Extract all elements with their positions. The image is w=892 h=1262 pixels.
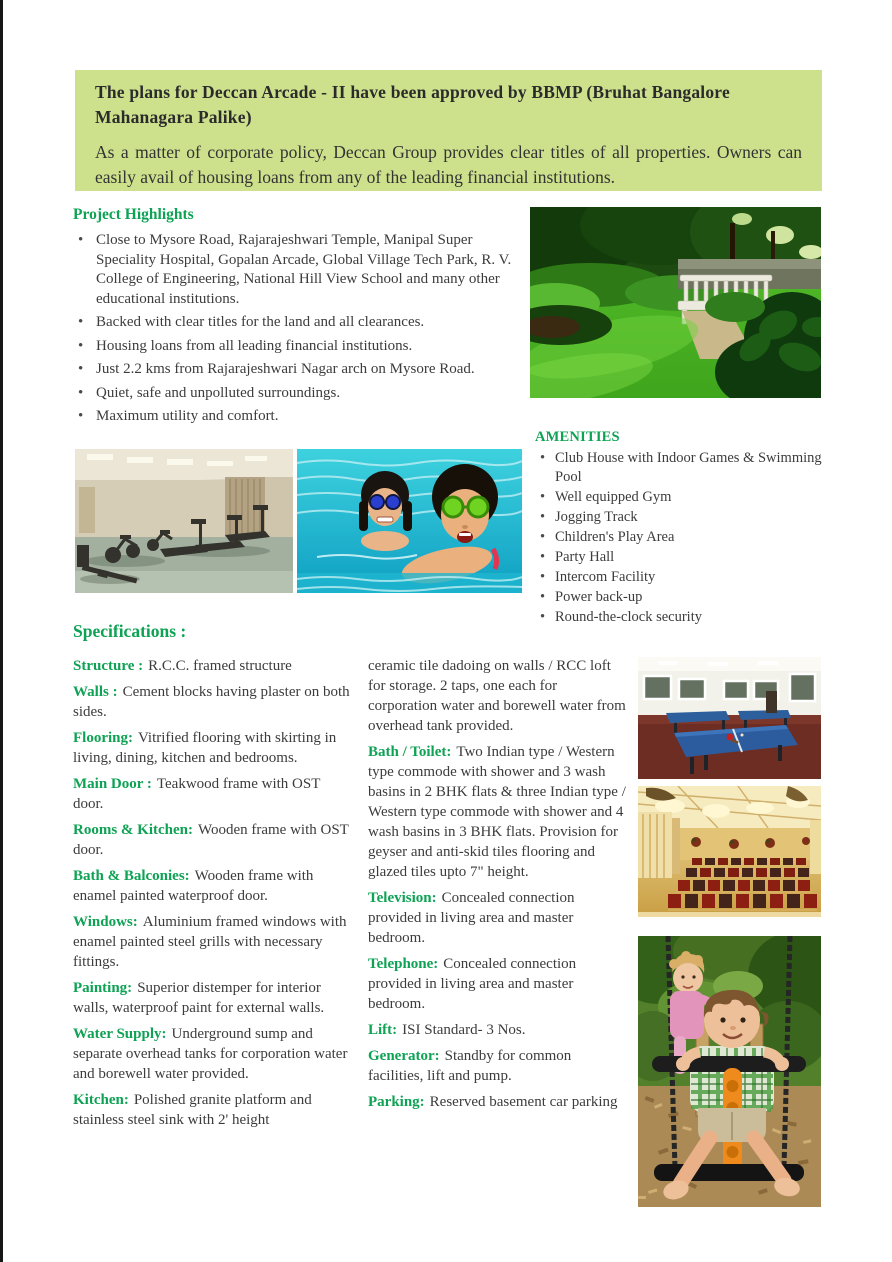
spec-label: Bath / Toilet: — [368, 744, 452, 760]
spec-text: ceramic tile dadoing on walls / RCC loft for storage. 2 taps, one each for corporation water and borewell water from overhead tank provided. — [368, 658, 626, 734]
party-hall-photo — [638, 786, 821, 917]
highlight-item: • Just 2.2 kms from Rajarajeshwari Nagar arch on Mysore Road. — [73, 360, 525, 380]
specifications-left-column — [73, 656, 353, 1136]
spec-label: Television: — [368, 890, 437, 906]
spec-kitchen-continued — [368, 656, 626, 736]
spec-walls — [73, 682, 353, 722]
spec-water-supply — [73, 1024, 353, 1084]
amenities-section — [535, 429, 825, 628]
spec-structure — [73, 656, 353, 676]
spec-text: Reserved basement car parking — [429, 1094, 618, 1110]
spec-label: Telephone: — [368, 956, 439, 972]
project-highlights-heading: Project Highlights — [73, 206, 194, 223]
spec-television — [368, 888, 626, 948]
spec-text: Underground sump and separate overhead tanks for corporation water and borewell water provided. — [73, 1026, 348, 1082]
spec-label: Water Supply: — [73, 1026, 167, 1042]
spec-bath-toilet — [368, 742, 626, 882]
highlight-item: • Close to Mysore Road, Rajarajeshwari Temple, Manipal Super Speciality Hospital, Gopalan Arcade, Global Village Tech Park, R. V. College of Engineering, National Hill View School and many other educational institutions. — [73, 231, 525, 309]
highlight-item: • Housing loans from all leading financial institutions. — [73, 337, 525, 357]
amenity-item: • Children's Play Area — [535, 528, 825, 547]
spec-rooms-kitchen — [73, 820, 353, 860]
specifications-right-column — [368, 656, 626, 1118]
amenities-list — [535, 449, 825, 627]
highlight-item: • Backed with clear titles for the land and all clearances. — [73, 313, 525, 333]
spec-text: Wooden frame with enamel painted waterproof door. — [73, 868, 314, 904]
spec-painting — [73, 978, 353, 1018]
spec-telephone — [368, 954, 626, 1014]
spec-label: Generator: — [368, 1048, 440, 1064]
spec-label: Windows: — [73, 914, 138, 930]
spec-text: ISI Standard- 3 Nos. — [402, 1022, 526, 1038]
amenity-item: • Power back-up — [535, 588, 825, 607]
spec-parking — [368, 1092, 626, 1112]
spec-text: Vitrified flooring with skirting in living, dining, kitchen and bedrooms. — [73, 730, 337, 766]
spec-label: Painting: — [73, 980, 133, 996]
spec-kitchen — [73, 1090, 353, 1130]
spec-label: Walls : — [73, 684, 118, 700]
spec-text: Concealed connection provided in living area and master bedroom. — [368, 890, 575, 946]
gym-photo — [75, 449, 293, 593]
amenity-item: • Intercom Facility — [535, 568, 825, 587]
spec-text: Aluminium framed windows with enamel painted steel grills with necessary fittings. — [73, 914, 347, 970]
spec-text: Concealed connection provided in living area and master bedroom. — [368, 956, 577, 1012]
page-edge-line — [0, 0, 3, 1262]
spec-lift — [368, 1020, 626, 1040]
spec-label: Flooring: — [73, 730, 133, 746]
amenity-item: • Party Hall — [535, 548, 825, 567]
amenity-item: • Jogging Track — [535, 508, 825, 527]
garden-bench-photo — [530, 207, 821, 398]
table-tennis-photo — [638, 657, 821, 779]
spec-text: Two Indian type / Western type commode with shower and 3 wash basins in 2 BHK flats & three Indian type / Western type commode with shower and 4 wash basins in 3 BHK flats. Provision for geyser and anti-skid tiles flooring and glazed tiles upto 7" height. — [368, 744, 626, 880]
spec-text: Standby for common facilities, lift and pump. — [368, 1048, 572, 1084]
spec-text: R.C.C. framed structure — [148, 658, 292, 674]
approval-header-box — [75, 70, 822, 191]
spec-label: Main Door : — [73, 776, 152, 792]
approval-title: The plans for Deccan Arcade - II have been approved by BBMP (Bruhat Bangalore Mahanagara Palike) — [95, 82, 730, 127]
spec-label: Parking: — [368, 1094, 425, 1110]
child-on-swing-photo — [638, 936, 821, 1207]
spec-text: Polished granite platform and stainless steel sink with 2' height — [73, 1092, 312, 1128]
project-highlights-list — [73, 231, 525, 427]
spec-main-door — [73, 774, 353, 814]
pool-child-left — [359, 471, 412, 551]
highlight-item: • Maximum utility and comfort. — [73, 407, 525, 427]
amenity-item: • Well equipped Gym — [535, 488, 825, 507]
spec-text: Wooden frame with OST door. — [73, 822, 349, 858]
spec-label: Rooms & Kitchen: — [73, 822, 193, 838]
approval-body: As a matter of corporate policy, Deccan Group provides clear titles of all properties. Owners can easily avail of housing loans from any of the leading financial institutions. — [95, 142, 802, 187]
spec-text: Cement blocks having plaster on both sides. — [73, 684, 350, 720]
spec-label: Kitchen: — [73, 1092, 129, 1108]
project-highlights-section — [73, 206, 525, 431]
spec-flooring — [73, 728, 353, 768]
highlight-item: • Quiet, safe and unpolluted surroundings. — [73, 384, 525, 404]
spec-windows — [73, 912, 353, 972]
spec-text: Superior distemper for interior walls, waterproof paint for external walls. — [73, 980, 325, 1016]
amenity-item: • Round-the-clock security — [535, 608, 825, 627]
spec-bath-balconies — [73, 866, 353, 906]
spec-label: Lift: — [368, 1022, 398, 1038]
amenity-item: • Club House with Indoor Games & Swimming Pool — [535, 449, 825, 487]
spec-generator — [368, 1046, 626, 1086]
spec-text: Teakwood frame with OST door. — [73, 776, 321, 812]
spec-label: Structure : — [73, 658, 144, 674]
spec-label: Bath & Balconies: — [73, 868, 190, 884]
swimming-pool-photo — [297, 449, 522, 593]
specifications-heading: Specifications : — [73, 621, 187, 641]
amenities-heading: AMENITIES — [535, 429, 620, 445]
